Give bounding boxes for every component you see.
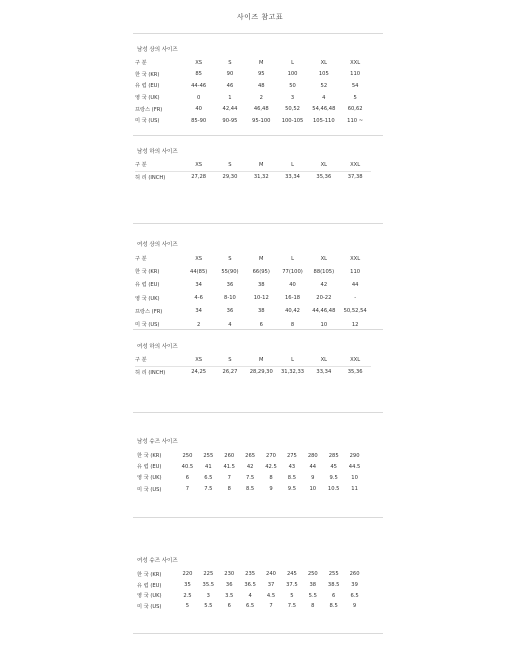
section-title: 여성 상의 사이즈 bbox=[137, 242, 178, 248]
table-cell: 8 bbox=[311, 603, 315, 610]
row-label-cell: 한 국 (KR) bbox=[135, 71, 160, 78]
row-label-cell: 영 국 (UK) bbox=[137, 475, 162, 482]
table-cell: 42 bbox=[246, 463, 254, 470]
table-cell: 16-18 bbox=[285, 295, 301, 302]
header-size-cell: XS bbox=[195, 255, 203, 262]
table-cell: 36.5 bbox=[244, 582, 256, 589]
table-cell: 105-110 bbox=[312, 117, 335, 124]
table-cell: 9 bbox=[269, 486, 273, 493]
header-size-cell: XXL bbox=[350, 59, 361, 66]
table-header-row bbox=[135, 354, 371, 366]
table-cell: 5.5 bbox=[308, 592, 317, 599]
row-label-cell: 영 국 (UK) bbox=[137, 593, 162, 600]
size-table bbox=[135, 57, 371, 127]
section-divider bbox=[133, 412, 383, 413]
table-cell: 6.5 bbox=[204, 474, 213, 481]
table-cell: 43 bbox=[288, 463, 296, 470]
table-cell: 2.5 bbox=[183, 592, 192, 599]
header-size-cell: L bbox=[291, 356, 294, 363]
section-divider bbox=[133, 33, 383, 34]
table-cell: 7.5 bbox=[287, 603, 297, 610]
table-cell: 88(105) bbox=[313, 268, 335, 275]
table-cell: 4 bbox=[322, 94, 326, 101]
table-row bbox=[137, 484, 365, 495]
table-cell: 31,32,33 bbox=[280, 369, 305, 376]
section-divider bbox=[133, 633, 383, 634]
table-row bbox=[135, 278, 371, 291]
page-title: 사이즈 참고표 bbox=[236, 13, 284, 21]
table-header-row bbox=[135, 252, 371, 265]
table-cell: 40 bbox=[195, 106, 202, 113]
table-cell: 10 bbox=[320, 321, 328, 328]
table-row bbox=[135, 292, 371, 305]
section-title: 여성 하의 사이즈 bbox=[137, 344, 178, 350]
header-size-cell: XL bbox=[320, 255, 328, 262]
table-cell: 42 bbox=[320, 281, 328, 288]
header-size-cell: M bbox=[259, 59, 264, 66]
table-cell: 28,29,30 bbox=[249, 369, 273, 376]
table-cell: 36 bbox=[226, 281, 234, 288]
table-row bbox=[135, 80, 371, 92]
header-size-cell: M bbox=[259, 255, 264, 262]
table-cell: 85 bbox=[195, 71, 202, 78]
table-row bbox=[135, 92, 371, 104]
table-cell: 54 bbox=[351, 82, 359, 89]
table-cell: 8 bbox=[227, 486, 231, 493]
table-cell: 31,32 bbox=[253, 174, 269, 181]
table-cell: 35,36 bbox=[316, 174, 332, 181]
table-cell: 3 bbox=[206, 592, 210, 599]
table-cell: 7.5 bbox=[204, 486, 213, 493]
table-cell: 44(85) bbox=[190, 268, 208, 275]
table-cell: 60,62 bbox=[347, 106, 363, 113]
table-cell: 90 bbox=[226, 71, 234, 78]
section-title: 남성 슈즈 사이즈 bbox=[137, 439, 178, 445]
table-cell: 24,25 bbox=[191, 369, 207, 376]
table-cell: 44 bbox=[309, 463, 317, 470]
table-cell: 105 bbox=[318, 71, 329, 78]
table-cell: 285 bbox=[328, 452, 339, 459]
header-size-cell: S bbox=[228, 161, 232, 168]
table-cell: 33,34 bbox=[316, 369, 332, 376]
section-divider bbox=[133, 135, 383, 136]
size-table bbox=[137, 450, 365, 495]
table-cell: 7 bbox=[185, 486, 190, 493]
section-divider bbox=[133, 223, 383, 224]
row-label-cell: 유 럽 (EU) bbox=[137, 464, 162, 471]
table-cell: 8.5 bbox=[329, 603, 338, 610]
table-cell: 41 bbox=[205, 463, 212, 470]
table-row bbox=[135, 305, 371, 318]
header-size-cell: S bbox=[228, 255, 232, 262]
table-row bbox=[137, 569, 365, 580]
table-cell: 10-12 bbox=[253, 295, 269, 302]
table-cell: 77(100) bbox=[282, 268, 303, 275]
table-cell: 27,28 bbox=[191, 174, 207, 181]
table-cell: 255 bbox=[328, 571, 339, 578]
table-cell: 265 bbox=[245, 452, 256, 459]
table-cell: 44,46,48 bbox=[312, 308, 336, 315]
table-cell: 220 bbox=[182, 571, 193, 578]
table-cell: 35 bbox=[184, 582, 191, 589]
row-label-cell: 프랑스 (FR) bbox=[135, 106, 163, 113]
table-cell: 6.5 bbox=[245, 603, 255, 610]
table-cell: 55(90) bbox=[221, 268, 239, 275]
header-size-cell: L bbox=[291, 255, 294, 262]
table-cell: 260 bbox=[349, 571, 360, 578]
table-cell: 95 bbox=[257, 71, 265, 78]
table-cell: 44 bbox=[351, 281, 359, 288]
size-table bbox=[135, 159, 371, 183]
size-table bbox=[137, 569, 365, 612]
table-cell: 33,34 bbox=[285, 174, 300, 181]
header-label-cell: 구 분 bbox=[135, 162, 147, 169]
table-cell: 250 bbox=[307, 571, 318, 578]
table-cell: 50 bbox=[289, 82, 296, 89]
table-cell: 6 bbox=[259, 321, 263, 328]
table-row bbox=[137, 461, 365, 472]
table-cell: 52 bbox=[320, 82, 328, 89]
table-cell: 240 bbox=[266, 571, 276, 578]
section-divider bbox=[133, 517, 383, 518]
row-label-cell: 미 국 (US) bbox=[135, 118, 160, 125]
row-label-cell: 허 리 (INCH) bbox=[135, 369, 166, 376]
table-row bbox=[137, 590, 365, 601]
header-size-cell: L bbox=[291, 59, 294, 66]
table-cell: 8 bbox=[290, 321, 295, 328]
table-cell: 40,42 bbox=[285, 308, 300, 315]
table-row bbox=[135, 318, 371, 331]
table-cell: 35,36 bbox=[347, 369, 363, 376]
table-cell: 2 bbox=[196, 321, 201, 328]
header-size-cell: XS bbox=[195, 59, 203, 66]
table-cell: 230 bbox=[224, 571, 235, 578]
header-size-cell: M bbox=[259, 161, 264, 168]
table-cell: 5 bbox=[290, 592, 294, 599]
table-cell: 4-6 bbox=[194, 295, 203, 302]
table-cell: 0 bbox=[196, 94, 201, 101]
table-cell: 4 bbox=[248, 592, 252, 599]
table-cell: 6 bbox=[332, 592, 336, 599]
row-label-cell: 미 국 (US) bbox=[137, 486, 162, 493]
table-cell: 110 bbox=[350, 268, 361, 275]
table-cell: 9 bbox=[311, 474, 315, 481]
header-size-cell: XXL bbox=[350, 255, 361, 262]
table-cell: 36 bbox=[226, 308, 234, 315]
size-table bbox=[135, 354, 371, 378]
row-label-cell: 한 국 (KR) bbox=[135, 269, 160, 276]
table-cell: 37 bbox=[267, 582, 275, 589]
table-cell: 10 bbox=[351, 474, 358, 481]
table-cell: 34 bbox=[195, 281, 202, 288]
header-size-cell: S bbox=[228, 356, 232, 363]
table-cell: 40.5 bbox=[181, 463, 194, 470]
header-size-cell: XXL bbox=[350, 356, 361, 363]
table-header-row bbox=[135, 57, 371, 69]
row-label-cell: 한 국 (KR) bbox=[137, 571, 162, 578]
table-cell: 5 bbox=[185, 603, 190, 610]
header-size-cell: M bbox=[259, 356, 264, 363]
section-title: 여성 슈즈 사이즈 bbox=[137, 558, 178, 564]
table-cell: 9.5 bbox=[329, 474, 338, 481]
header-size-cell: S bbox=[228, 59, 232, 66]
table-cell: 46 bbox=[226, 82, 234, 89]
table-cell: 44-46 bbox=[191, 82, 207, 89]
header-size-cell: XL bbox=[320, 161, 328, 168]
table-cell: 8-10 bbox=[224, 295, 236, 302]
table-cell: 12 bbox=[351, 321, 359, 328]
header-size-cell: XS bbox=[195, 161, 203, 168]
header-size-cell: XL bbox=[320, 59, 328, 66]
table-cell: 39 bbox=[351, 582, 358, 589]
table-cell: 90-95 bbox=[222, 117, 238, 124]
row-label-cell: 미 국 (US) bbox=[135, 322, 160, 329]
table-row bbox=[137, 472, 365, 483]
table-cell: 110 bbox=[350, 71, 361, 78]
table-cell: 10.5 bbox=[327, 486, 340, 493]
table-cell: 45 bbox=[330, 463, 337, 470]
table-cell: 235 bbox=[245, 571, 256, 578]
row-label-cell: 프랑스 (FR) bbox=[135, 308, 163, 315]
row-label-cell: 영 국 (UK) bbox=[135, 295, 160, 302]
row-label-cell: 영 국 (UK) bbox=[135, 95, 160, 102]
table-cell: 34 bbox=[195, 308, 202, 315]
table-cell: 50,52,54 bbox=[343, 308, 367, 315]
table-cell: 9.5 bbox=[287, 486, 297, 493]
table-cell: 255 bbox=[203, 452, 214, 459]
table-cell: 290 bbox=[349, 452, 360, 459]
table-cell: 37,38 bbox=[347, 174, 363, 181]
table-cell: 40 bbox=[289, 281, 296, 288]
table-cell: 6 bbox=[227, 603, 231, 610]
table-row bbox=[137, 450, 365, 461]
table-cell: 9 bbox=[352, 603, 357, 610]
table-cell: 7 bbox=[269, 603, 273, 610]
table-cell: 225 bbox=[203, 571, 214, 578]
header-size-cell: XXL bbox=[350, 161, 361, 168]
table-cell: 66(95) bbox=[252, 268, 270, 275]
header-size-cell: XL bbox=[320, 356, 328, 363]
table-row bbox=[135, 103, 371, 115]
table-row bbox=[135, 367, 371, 379]
table-cell: 275 bbox=[286, 452, 297, 459]
table-row bbox=[135, 115, 371, 127]
header-label-cell: 구 분 bbox=[135, 60, 147, 67]
table-cell: 7.5 bbox=[245, 474, 255, 481]
table-cell: 46,48 bbox=[253, 106, 269, 113]
section-title: 남성 상의 사이즈 bbox=[137, 47, 178, 53]
table-cell: 110 ~ bbox=[347, 117, 364, 124]
table-cell: 37.5 bbox=[286, 582, 298, 589]
table-cell: 260 bbox=[224, 452, 235, 459]
table-cell: - bbox=[354, 295, 357, 302]
table-cell: 245 bbox=[286, 571, 297, 578]
row-label-cell: 유 럽 (EU) bbox=[135, 83, 160, 90]
table-cell: 1 bbox=[228, 94, 232, 101]
table-cell: 42.5 bbox=[265, 463, 277, 470]
table-cell: 8.5 bbox=[287, 474, 297, 481]
table-cell: 38 bbox=[257, 281, 265, 288]
table-row bbox=[135, 69, 371, 81]
table-cell: 250 bbox=[182, 452, 193, 459]
table-cell: 4 bbox=[228, 321, 232, 328]
table-cell: 42,44 bbox=[222, 106, 238, 113]
table-header-row bbox=[135, 159, 371, 171]
row-label-cell: 유 럽 (EU) bbox=[137, 582, 162, 589]
table-row bbox=[137, 601, 365, 612]
section-title: 남성 하의 사이즈 bbox=[137, 149, 178, 155]
table-cell: 95-100 bbox=[252, 117, 271, 124]
table-cell: 10 bbox=[309, 486, 317, 493]
table-row bbox=[135, 172, 371, 184]
header-label-cell: 구 분 bbox=[135, 256, 147, 263]
table-cell: 38.5 bbox=[327, 582, 340, 589]
row-label-cell: 미 국 (US) bbox=[137, 603, 162, 610]
row-label-cell: 유 럽 (EU) bbox=[135, 282, 160, 289]
table-cell: 3.5 bbox=[225, 592, 234, 599]
table-row bbox=[135, 265, 371, 278]
header-size-cell: L bbox=[291, 161, 294, 168]
table-cell: 6 bbox=[185, 474, 190, 481]
table-cell: 44.5 bbox=[348, 463, 361, 470]
table-cell: 280 bbox=[307, 452, 318, 459]
table-cell: 270 bbox=[266, 452, 276, 459]
table-cell: 38 bbox=[309, 582, 317, 589]
table-cell: 2 bbox=[259, 94, 263, 101]
table-cell: 8.5 bbox=[245, 486, 255, 493]
table-cell: 29,30 bbox=[222, 174, 238, 181]
table-cell: 54,46,48 bbox=[312, 106, 336, 113]
table-cell: 36 bbox=[225, 582, 233, 589]
table-cell: 35.5 bbox=[202, 582, 215, 589]
table-cell: 20-22 bbox=[316, 295, 332, 302]
table-cell: 48 bbox=[257, 82, 265, 89]
table-cell: 7 bbox=[227, 474, 231, 481]
table-cell: 100 bbox=[287, 71, 298, 78]
table-cell: 26,27 bbox=[222, 369, 238, 376]
table-cell: 5.5 bbox=[204, 603, 213, 610]
table-cell: 100-105 bbox=[281, 117, 304, 124]
table-cell: 41.5 bbox=[223, 463, 235, 470]
row-label-cell: 허 리 (INCH) bbox=[135, 174, 166, 181]
table-cell: 3 bbox=[290, 94, 295, 101]
table-cell: 8 bbox=[269, 474, 273, 481]
table-cell: 11 bbox=[351, 486, 358, 493]
table-cell: 5 bbox=[353, 94, 357, 101]
table-cell: 6.5 bbox=[350, 592, 359, 599]
header-label-cell: 구 분 bbox=[135, 357, 147, 364]
table-cell: 50,52 bbox=[285, 106, 300, 113]
header-size-cell: XS bbox=[195, 356, 203, 363]
table-cell: 38 bbox=[257, 308, 265, 315]
table-cell: 4.5 bbox=[266, 592, 276, 599]
row-label-cell: 한 국 (KR) bbox=[137, 453, 162, 460]
size-table bbox=[135, 252, 371, 331]
table-cell: 85-90 bbox=[191, 117, 207, 124]
table-row bbox=[137, 580, 365, 591]
